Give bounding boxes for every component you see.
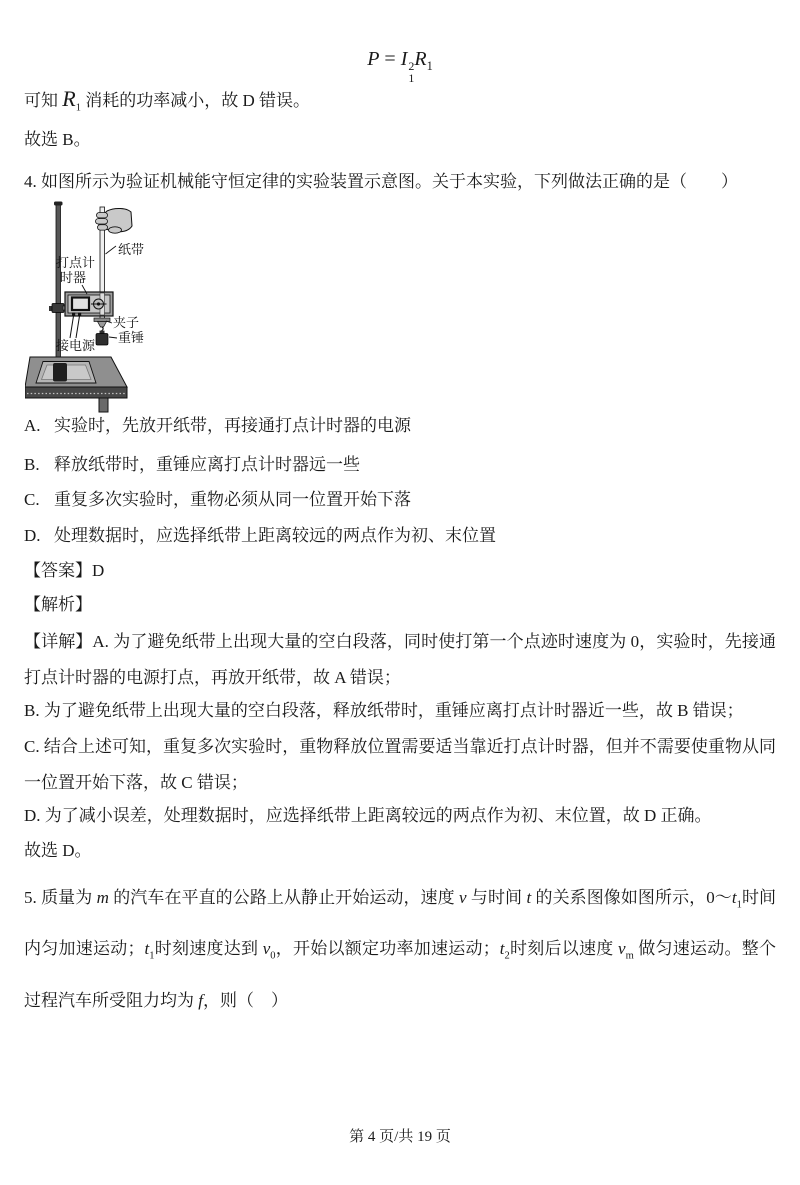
q4-detail-c: C. 结合上述可知，重复多次实验时，重物释放位置需要适当靠近打点计时器，但并不需要使重物从同一位置开始下落，故 C 错误；: [24, 737, 776, 792]
q4-answer-line: [24, 557, 776, 585]
table-leg: [99, 398, 108, 412]
option-letter: C.: [24, 490, 40, 509]
para-r1-power-conclusion: 可知 $R_1$ 消耗的功率减小，故 D 错误。: [24, 86, 310, 114]
q4-choose-d: 故选 D。: [24, 841, 92, 860]
label-power: 接电源: [56, 338, 96, 353]
stand-base: [36, 362, 96, 384]
weight-bob: [96, 331, 108, 345]
label-tape: 纸带: [118, 242, 145, 257]
power-contact: [72, 313, 75, 316]
option-text: 释放纸带时，重锤应离打点计时器远一些: [54, 455, 360, 474]
stand-rod-cap: [54, 202, 63, 206]
power-wire: [76, 316, 80, 338]
label-timer-line1: 打点计: [56, 255, 96, 270]
label-clamp: 夹子: [113, 315, 140, 330]
answer-label: 【答案】: [24, 561, 92, 580]
q4-option-d: [24, 522, 776, 550]
option-text: 处理数据时，应选择纸带上距离较远的两点作为初、末位置: [54, 526, 496, 545]
q4-analysis-label: 【解析】: [24, 595, 92, 614]
apparatus-diagram: [25, 197, 225, 419]
option-text: 重复多次实验时，重物必须从同一位置开始下落: [54, 490, 411, 509]
q4-option-b: [24, 451, 776, 479]
label-timer-line2: 时器: [60, 270, 87, 285]
rod-clamp: [52, 304, 64, 313]
option-letter: D.: [24, 526, 41, 545]
page-number-footer: 第 4 页/共 19 页: [349, 1129, 451, 1145]
q4-stem: 4. 如图所示为验证机械能守恒定律的实验装置示意图。关于本实验，下列做法正确的是（ ）: [24, 172, 738, 191]
rod-holder-block: [53, 363, 67, 382]
q4-option-a: [24, 412, 776, 440]
formula-power-equation: P = I 2 1 $R_1$: [367, 48, 433, 85]
q5-stem: 5. 质量为 m 的汽车在平直的公路上从静止开始运动，速度 v 与时间 t 的关系图像如图所示，$0\sim t_1$时间内匀加速运动；$t_1$时刻速度达到 $v_0$，开始以额定功率加速运动；$t_2$时刻后以速度 $v_m$ 做匀速运动。整个过程汽车所受阻力均为 f，则（ ）: [24, 888, 777, 1010]
option-letter: B.: [24, 455, 40, 474]
option-text: 实验时，先放开纸带，再接通打点计时器的电源: [54, 416, 411, 435]
q4-detail-a: 【详解】A. 为了避免纸带上出现大量的空白段落，同时使打第一个点迹时速度为 0，实验时，先接通打点计时器的电源打点，再放开纸带，故 A 错误；: [24, 632, 776, 687]
power-contact: [78, 313, 81, 316]
timer-window: [72, 298, 89, 311]
q4-detail-d: D. 为了减小误差，处理数据时，应选择纸带上距离较远的两点作为初、末位置，故 D 正确。: [24, 806, 712, 825]
para-choose-b: 故选 B。: [24, 130, 91, 149]
weight-pointer-line: [109, 337, 117, 338]
q4-option-c: [24, 486, 776, 514]
tape-clamp: [94, 318, 110, 327]
answer-value: D: [92, 561, 105, 580]
label-weight: 重锤: [118, 330, 145, 345]
hand-icon: [96, 208, 133, 233]
timer-device: [65, 292, 113, 316]
option-letter: A.: [24, 416, 41, 435]
q4-apparatus-figure: [25, 197, 225, 419]
q4-detail-b: B. 为了避免纸带上出现大量的空白段落，释放纸带时，重锤应离打点计时器近一些，故 B 错误；: [24, 701, 744, 720]
tape-pointer-line: [106, 246, 117, 254]
power-wire: [70, 316, 74, 338]
